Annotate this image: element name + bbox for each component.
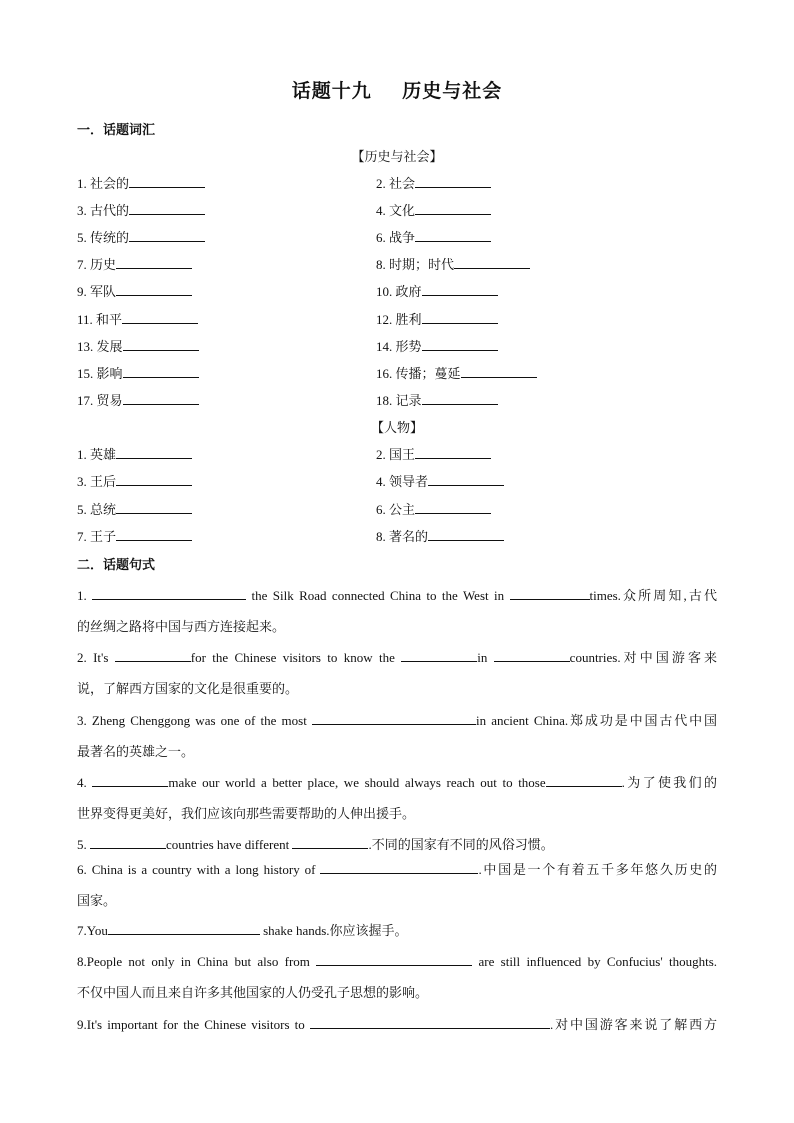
blank[interactable] [116, 501, 192, 514]
blank[interactable] [461, 365, 537, 378]
blank[interactable] [123, 392, 199, 405]
blank[interactable] [115, 649, 191, 662]
blank[interactable] [422, 283, 498, 296]
sentence-3: 3. Zheng Chenggong was one of the most in ancient China.郑成功是中国古代中国 最著名的英雄之一。 [77, 713, 717, 759]
vocab-item: 5. 传统的 [77, 227, 205, 246]
blank[interactable] [129, 175, 205, 188]
blank[interactable] [129, 229, 205, 242]
vocab-item: 8. 著名的 [376, 526, 504, 545]
blank[interactable] [116, 528, 192, 541]
sentence-6: 6. China is a country with a long history of .中国是一个有着五千多年悠久历史的 国家。 [77, 862, 718, 908]
blank[interactable] [92, 774, 168, 787]
blank[interactable] [122, 311, 198, 324]
vocab-item: 12. 胜利 [376, 309, 498, 328]
blank[interactable] [422, 392, 498, 405]
vocab-item: 17. 贸易 [77, 390, 199, 409]
vocab-item: 7. 王子 [77, 526, 192, 545]
blank[interactable] [108, 922, 260, 935]
vocab-item: 4. 领导者 [376, 471, 504, 490]
vocab-item: 18. 记录 [376, 390, 498, 409]
blank[interactable] [401, 649, 477, 662]
sentence-5: 5. countries have different .不同的国家有不同的风俗习惯。 [77, 837, 554, 852]
blank[interactable] [129, 202, 205, 215]
blank[interactable] [428, 473, 504, 486]
vocab-item: 14. 形势 [376, 336, 498, 355]
vocab-item: 3. 古代的 [77, 200, 205, 219]
blank[interactable] [510, 587, 590, 600]
blank[interactable] [454, 256, 530, 269]
section-heading-sentences: 二．话题句式 [77, 558, 156, 573]
sentence-4: 4. make our world a better place, we should always reach out to those .为了使我们的 世界变得更美好，我们应该向那些需要帮助的人伸出援手。 [77, 775, 717, 821]
vocab-item: 5. 总统 [77, 499, 192, 518]
blank[interactable] [415, 229, 491, 242]
blank[interactable] [312, 712, 476, 725]
vocab-item: 4. 文化 [376, 200, 491, 219]
blank[interactable] [116, 283, 192, 296]
blank[interactable] [116, 473, 192, 486]
blank[interactable] [415, 202, 491, 215]
sentence-8: 8.People not only in China but also from are still influenced by Confucius' thoughts. 不仅中国人而且来自许多其他国家的人仍受孔子思想的影响。 [77, 954, 718, 1000]
vocab-item: 10. 政府 [376, 281, 498, 300]
vocab-item: 2. 社会 [376, 173, 491, 192]
vocab-item: 13. 发展 [77, 336, 199, 355]
vocab-item: 3. 王后 [77, 471, 192, 490]
section-heading-vocab: 一．话题词汇 [77, 123, 156, 138]
vocab-item: 7. 历史 [77, 254, 192, 273]
blank[interactable] [415, 175, 491, 188]
title-sub: 历史与社会 [402, 80, 503, 102]
blank[interactable] [428, 528, 504, 541]
blank[interactable] [310, 1016, 550, 1029]
blank[interactable] [90, 836, 166, 849]
blank[interactable] [292, 836, 368, 849]
vocab-item: 1. 英雄 [77, 444, 192, 463]
blank[interactable] [546, 774, 622, 787]
blank[interactable] [116, 446, 192, 459]
blank[interactable] [415, 501, 491, 514]
blank[interactable] [320, 861, 478, 874]
category-history: 【历史与社会】 [351, 150, 443, 165]
vocab-item: 15. 影响 [77, 363, 199, 382]
vocab-item: 6. 公主 [376, 499, 491, 518]
blank[interactable] [92, 587, 246, 600]
sentence-7: 7.You shake hands.你应该握手。 [77, 923, 408, 938]
vocab-item: 9. 军队 [77, 281, 192, 300]
vocab-item: 2. 国王 [376, 444, 491, 463]
sentence-2: 2. It's for the Chinese visitors to know the in countries.对中国游客来 说，了解西方国家的文化是很重要的。 [77, 650, 718, 696]
category-people: 【人物】 [370, 421, 423, 436]
sentence-1: 1. the Silk Road connected China to the West in times.众所周知,古代 的丝绸之路将中国与西方连接起来。 [77, 588, 718, 634]
vocab-item: 6. 战争 [376, 227, 491, 246]
blank[interactable] [316, 953, 472, 966]
sentence-9: 9.It's important for the Chinese visitors to .对中国游客来说了解西方 [77, 1017, 717, 1032]
page-title [0, 76, 794, 103]
blank[interactable] [123, 338, 199, 351]
blank[interactable] [422, 338, 498, 351]
vocab-item: 1. 社会的 [77, 173, 205, 192]
vocab-item: 8. 时期；时代 [376, 254, 530, 273]
blank[interactable] [422, 311, 498, 324]
vocab-item: 11. 和平 [77, 309, 198, 328]
vocab-item: 16. 传播；蔓延 [376, 363, 537, 382]
blank[interactable] [494, 649, 570, 662]
title-main: 话题十九 [291, 80, 372, 102]
blank[interactable] [123, 365, 199, 378]
blank[interactable] [116, 256, 192, 269]
blank[interactable] [415, 446, 491, 459]
